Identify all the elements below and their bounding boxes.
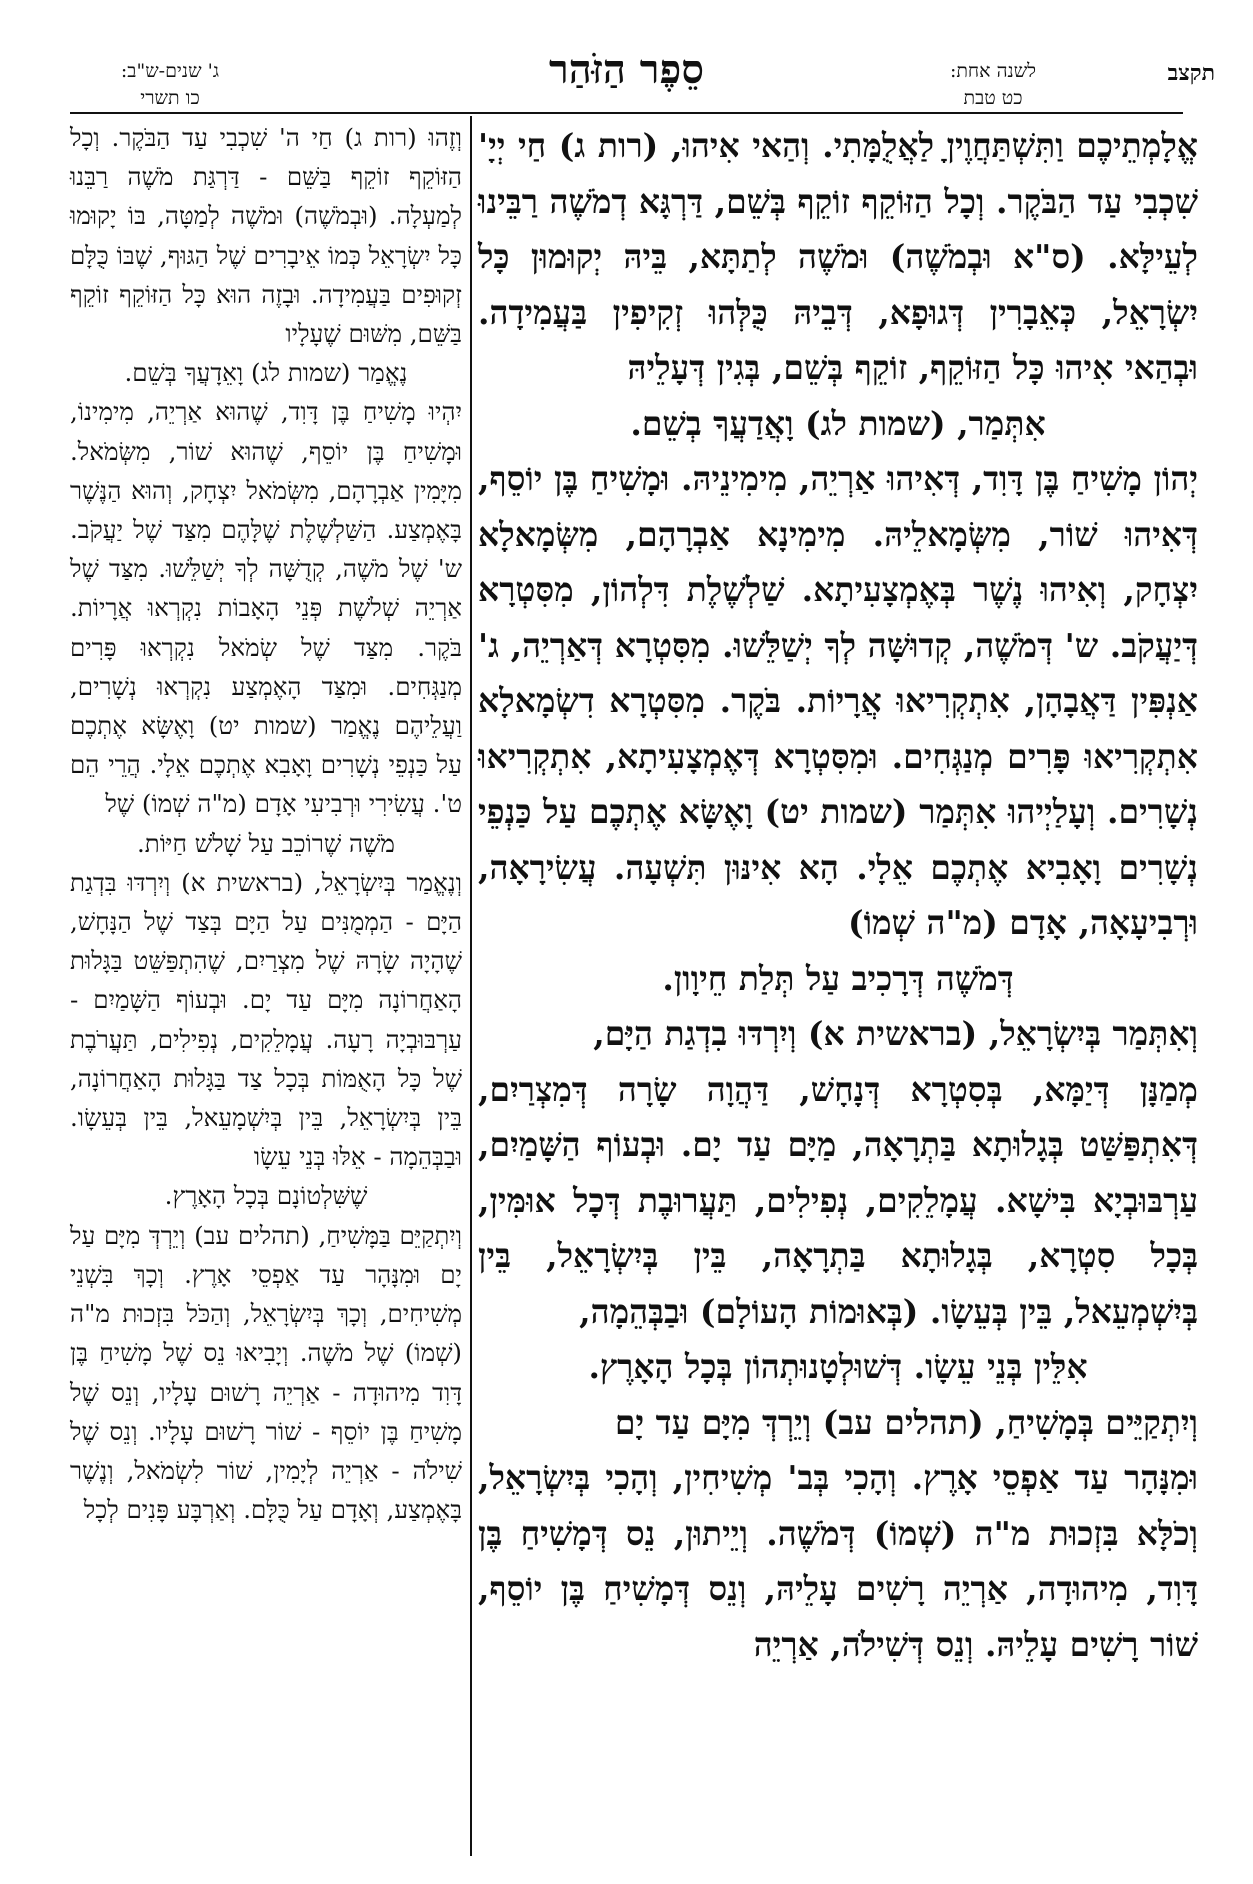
alt-schedule-label: ג' שנים-ש"ב:	[120, 60, 220, 82]
book-title: סֵפֶר הַזֹּהַר	[549, 46, 704, 93]
main-paragraph: אִלֵּין בְּנֵי עֵשָׂו. דְּשׁוּלְטָנוּתְהוֹן בְּכָל הָאָרֶץ.	[588, 1347, 1088, 1386]
header-rule	[70, 112, 1183, 114]
header-left-block	[70, 60, 270, 110]
commentary-paragraph: שֶׁשִּׁלְטוֹנָם בְּכָל הָאָרֶץ.	[164, 1181, 368, 1211]
main-paragraph: אֱלָמְתֵיכֶם וַתִּשְׁתַּחֲוֶיןָ לַאֲלֻמָּתִי. וְהַאי אִיהוּ, (רות ג) חַי יְיָ' שִׁכְבִי עַד הַבֹּקֶר. וְכָל הַזּוֹקֵף זוֹקֵף בְּשֵׁם, דַּרְגָּא דְמֹשֶׁה רַבֵּינוּ לְעֵילָּא. (ס"א וּבְמֹשֶׁה) וּמֹשֶׁה לְתַתָּא, בֵּיהּ יְקוּמוּן כָּל יִשְׂרָאֵל, כְּאֵבָרִין דְּגוּפָא, דְּבֵיהּ כֻּלְּהוּ זְקִיפִין בַּעֲמִידָה. וּבְהַאי אִיהוּ כָּל הַזּוֹקֵף, זוֹקֵף בְּשֵׁם, בְּגִין דְּעָלֵיהּ	[478, 126, 1198, 387]
commentary-paragraph: מֹשֶׁה שֶׁרוֹכֵב עַל שָׁלֹשׁ חַיּוֹת.	[137, 828, 395, 858]
column-divider	[470, 116, 472, 1856]
study-schedule-label: לשנה אחת:	[949, 60, 1037, 82]
commentary-paragraph: יִהְיוּ מָשִׁיחַ בֶּן דָּוִד, שֶׁהוּא אַרְיֵה, מִימִינוֹ, וּמָשִׁיחַ בֶּן יוֹסֵף, שֶׁהוּא שׁוֹר, מִשְּׂמֹאל. מִיָּמִין אַבְרָהָם, מִשְּׂמֹאל יִצְחָק, וְהוּא הַנֶּשֶׁר בָּאֶמְצַע. הַשַּׁלְשֶׁלֶת שֶׁלָּהֶם מִצַּד שֶׁל יַעֲקֹב. ש' שֶׁל מֹשֶׁה, קְדֻשָּׁה לְךָ יְשַׁלֵּשׁוּ. מִצַּד שֶׁל אַרְיֵה שְׁלֹשֶׁת פְּנֵי הָאָבוֹת נִקְרְאוּ אֲרָיוֹת. בֹּקֶר. מִצַּד שֶׁל שְׂמֹאל נִקְרְאוּ פָּרִים מְנַגְּחִים. וּמִצַּד הָאֶמְצַע נִקְרְאוּ נְשָׁרִים, וַעֲלֵיהֶם נֶאֱמַר (שמות יט) וָאֶשָּׂא אֶתְכֶם עַל כַּנְפֵי נְשָׁרִים וָאָבִא אֶתְכֶם אֵלָי. הֲרֵי הֵם ט'. עֲשִׂירִי וּרְבִיעִי אָדָם (מ"ה שְׁמוֹ) שֶׁל	[70, 397, 462, 819]
main-paragraph: וְיִתְקַיֵּים בְּמָשִׁיחַ, (תהלים עב) וְיֵרְדְּ מִיָּם עַד יָם	[614, 1402, 1198, 1442]
commentary-paragraph: וְזֶהוּ (רות ג) חַי ה' שִׁכְבִי עַד הַבֹּקֶר. וְכָל הַזּוֹקֵף זוֹקֵף בַּשֵּׁם - דַּרְגַּת מֹשֶׁה רַבֵּנוּ לְמַעְלָה. (וּבְמֹשֶׁה) וּמֹשֶׁה לְמַטָּה, בּוֹ יָקוּמוּ כָּל יִשְׂרָאֵל כְּמוֹ אֵיבָרִים שֶׁל הַגּוּף, שֶׁבּוֹ כֻּלָּם זְקוּפִים בַּעֲמִידָה. וּבָזֶה הוּא כָּל הַזּוֹקֵף זוֹקֵף בַּשֵּׁם, מִשּׁוּם שֶׁעָלָיו	[70, 123, 462, 349]
study-date-label: כט טבת	[963, 87, 1023, 109]
main-paragraph: דְּמֹשֶׁה דְּרָכִיב עַל תְּלַת חֵיוָון.	[662, 958, 1014, 998]
main-paragraph: וּמִנָּהָר עַד אַפְסֵי אָרֶץ. וְהָכִי בְּב' מְשִׁיחִין, וְהָכִי בְּיִשְׂרָאֵל, וְכֹלָּא בִּזְכוּת מ"ה (שְׁמוֹ) דְּמֹשֶׁה. וְיֵיתוּן, נֵס דְּמָשִׁיחַ בֶּן דָּוִד, מִיהוּדָה, אַרְיֵה רָשִׁים עָלֵיהּ, וְנֵס דְּמָשִׁיחַ בֶּן יוֹסֵף, שׁוֹר רָשִׁים עָלֵיהּ. וְנֵס דְּשִׁילֹה, אַרְיֵה	[478, 1458, 1198, 1664]
main-paragraph: יְהוֹן מָשִׁיחַ בֶּן דָּוִד, דְּאִיהוּ אַרְיֵה, מִימִינֵיהּ. וּמָשִׁיחַ בֶּן יוֹסֵף, דְּאִיהוּ שׁוֹר, מִשְּׂמָאלֵיהּ. מִימִינָא אַבְרָהָם, מִשְּׂמָאלָא יִצְחָק, וְאִיהוּ נֶשֶׁר בְּאֶמְצָעִיתָא. שַׁלְשֶׁלֶת דִּלְהוֹן, מִסִּטְרָא דְּיַעֲקֹב. ש' דְּמֹשֶׁה, קְדוּשָּׁה לְךָ יְשַׁלֵּשׁוּ. מִסִּטְרָא דְּאַרְיֵה, ג' אַנְפִּין דַּאֲבָהָן, אִתְקְרִיאוּ אֲרָיוֹת. בֹּקֶר. מִסִּטְרָא דִשְׂמָאלָא אִתְקְרִיאוּ פָּרִים מְנַגְּחִים. וּמִסִּטְרָא דְּאֶמְצָעִיתָא, אִתְקְרִיאוּ נְשָׁרִים. וְעָלַיְיהוּ אִתְּמַר (שמות יט) וָאֶשָּׂא אֶתְכֶם עַל כַּנְפֵי נְשָׁרִים וָאָבִיא אֶתְכֶם אֵלָי. הָא אִינּוּן תִּשְׁעָה. עֲשִׂירָאָה, וּרְבִיעָאָה, אָדָם (מ"ה שְׁמוֹ)	[478, 459, 1198, 942]
page-number: תקצב	[1167, 60, 1215, 86]
commentary-paragraph: וְנֶאֱמַר בְּיִשְׂרָאֵל, (בראשית א) וְיִרְדּוּ בִּדְגַת הַיָּם - הַמְמֻנִּים עַל הַיָּם בְּצַד שֶׁל הַנָּחָשׁ, שֶׁהָיָה שָׂרָהּ שֶׁל מִצְרַיִם, שֶׁהִתְפַּשֵּׁט בַּגָּלוּת הָאַחֲרוֹנָה מִיָּם עַד יָם. וּבְעוֹף הַשָּׁמַיִם - עַרְבּוּבְיָה רָעָה. עֲמָלֵקִים, נְפִילִים, תַּעֲרֹבֶת שֶׁל כָּל הָאֻמּוֹת בְּכָל צַד בַּגָּלוּת הָאַחֲרוֹנָה, בֵּין בְּיִשְׂרָאֵל, בֵּין בְּיִשְׁמָעֵאל, בֵּין בְּעֵשָׂו. וּבַבְּהֵמָה - אֵלּוּ בְּנֵי עֵשָׂו	[70, 867, 462, 1172]
main-paragraph: מְמַנָּן דְּיַמָּא, בְּסִטְרָא דְּנָחָשׁ, דַּהֲוָה שָׂרָה דְּמִצְרַיִם, דְּאִתְפַּשַּׁט בְּגָלוּתָא בַּתְרָאָה, מַיָּם עַד יָם. וּבְעוֹף הַשָּׁמַיִם, עַרְבּוּבְיָא בִּישָׁא. עֲמָלֵקִים, נְפִילִים, תַּעֲרוּבֶת דְּכָל אוּמִּין, בְּכָל סִטְרָא, בְּגָלוּתָא בַּתְרָאָה, בֵּין בְּיִשְׂרָאֵל, בֵּין בְּיִשְׁמְעֵאל, בֵּין בְּעֵשָׂו. (בְּאוּמוֹת הָעוֹלָם) וּבַבְּהֵמָה,	[478, 1069, 1198, 1331]
commentary-paragraph: וְיִתְקַיֵּם בַּמָּשִׁיחַ, (תהלים עב) וְיֵרְדְּ מִיָּם עַל יָם וּמִנָּהָר עַד אַפְסֵי אָרֶץ. וְכָךְ בִּשְׁנֵי מְשִׁיחִים, וְכָךְ בְּיִשְׂרָאֵל, וְהַכֹּל בִּזְכוּת מ"ה (שְׁמוֹ) שֶׁל מֹשֶׁה. וְיָבִיאוּ נֵס שֶׁל מָשִׁיחַ בֶּן דָּוִד מִיהוּדָה - אַרְיֵה רָשׁוּם עָלָיו, וְנֵס שֶׁל מָשִׁיחַ בֶּן יוֹסֵף - שׁוֹר רָשׁוּם עָלָיו. וְנֵס שֶׁל שִׁילֹה - אַרְיֵה לְיָמִין, שׁוֹר לִשְׂמֹאל, וְנֶשֶׁר בָּאֶמְצַע, וְאָדָם עַל כֻּלָּם. וְאַרְבָּע פָּנִים לְכָל	[70, 1220, 462, 1525]
page-header	[0, 0, 1253, 110]
main-paragraph: אִתְּמַר, (שמות לג) וָאֲדַעֲךָ בְשֵׁם.	[630, 403, 1046, 443]
alt-date-label: כו תשרי	[140, 87, 200, 109]
main-text-column	[478, 118, 1198, 1868]
commentary-column	[70, 118, 462, 1868]
commentary-paragraph: נֶאֱמַר (שמות לג) וָאֵדָעֲךָ בְּשֵׁם.	[124, 358, 408, 388]
main-paragraph: וְאִתְּמַר בְּיִשְׂרָאֵל, (בראשית א) וְיִרְדּוּ בִדְגַת הַיָּם,	[593, 1014, 1198, 1053]
